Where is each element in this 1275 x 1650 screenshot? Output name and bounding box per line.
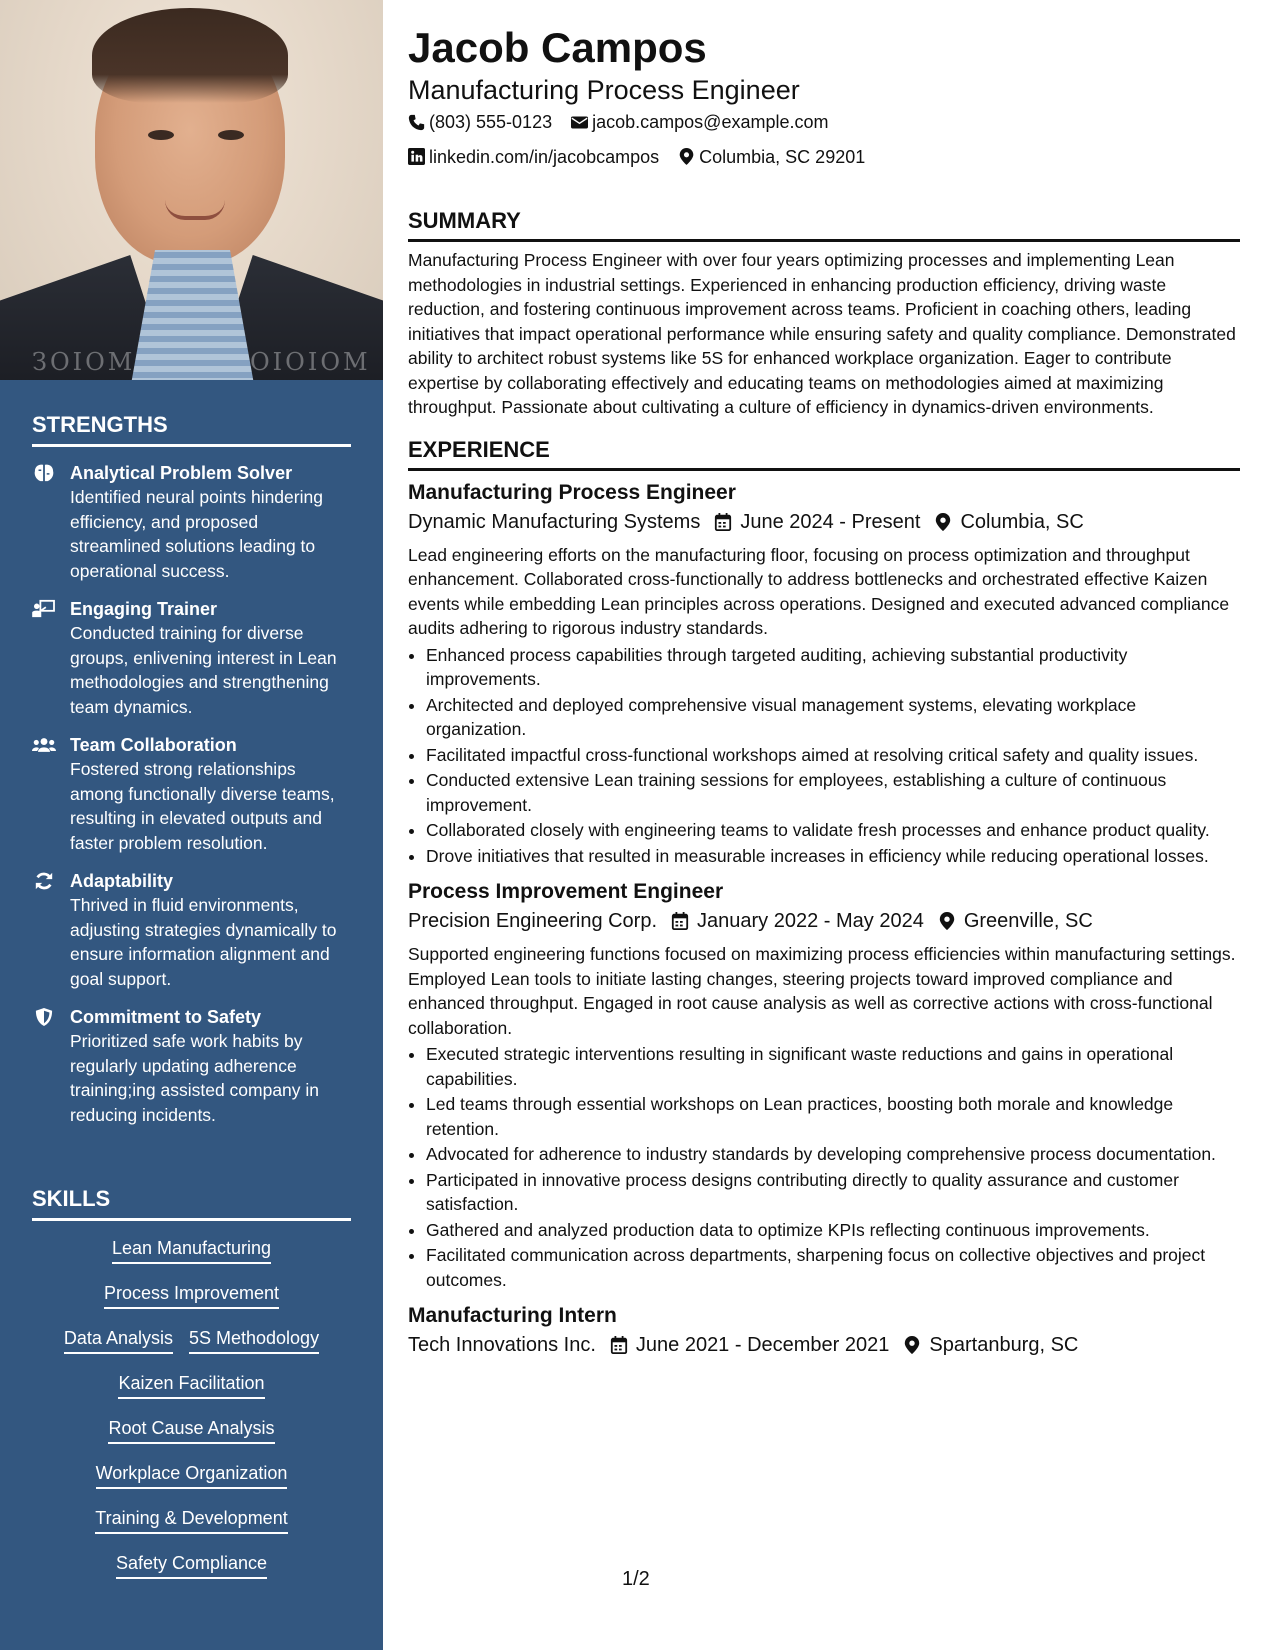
main-content xyxy=(408,22,1240,1360)
strengths-section xyxy=(32,412,351,1127)
job-bullet: • Facilitated impactful cross-functional workshops aimed at resolving critical safety and quality issues. xyxy=(426,743,1240,768)
job-company: Precision Engineering Corp. xyxy=(408,910,658,932)
email-text: jacob.campos@example.com xyxy=(592,112,829,132)
strength-title: Engaging Trainer xyxy=(70,599,218,619)
map-pin-icon xyxy=(678,148,695,165)
photo-shirt xyxy=(130,250,255,380)
map-pin-icon xyxy=(934,513,952,531)
shield-icon xyxy=(32,1006,56,1028)
strength-item xyxy=(32,869,351,991)
map-pin-icon xyxy=(938,912,956,930)
candidate-role: Manufacturing Process Engineer xyxy=(408,75,800,105)
users-icon xyxy=(32,734,56,756)
strength-item xyxy=(32,733,351,855)
job-entry xyxy=(408,479,1240,869)
job-bullet: • Led teams through essential workshops on Lean practices, boosting both morale and knowledge retention. xyxy=(426,1092,1240,1141)
experience-section xyxy=(408,436,1240,1361)
job-dates xyxy=(714,507,920,537)
strengths-title: STRENGTHS xyxy=(32,412,351,447)
job-dates xyxy=(671,906,924,936)
refresh-icon xyxy=(32,870,56,892)
strength-desc: Prioritized safe work habits by regularly updating adherence training;ing assisted company in reducing incidents. xyxy=(70,1031,320,1125)
job-bullet: • Architected and deployed comprehensive visual management systems, elevating workplace organization. xyxy=(426,693,1240,742)
skill-tag: Process Improvement xyxy=(104,1280,279,1309)
candidate-name: Jacob Campos xyxy=(408,24,707,71)
photo-hair xyxy=(92,8,288,103)
linkedin-icon xyxy=(408,148,425,165)
photo-watermark-left: ЗОІОМ xyxy=(32,348,136,376)
profile-photo xyxy=(0,0,383,380)
phone-contact[interactable] xyxy=(408,106,552,138)
job-title: Manufacturing Process Engineer xyxy=(408,480,736,504)
strength-item xyxy=(32,1005,351,1127)
summary-title: SUMMARY xyxy=(408,207,1240,242)
job-entry xyxy=(408,1302,1240,1360)
job-title: Manufacturing Intern xyxy=(408,1304,617,1327)
calendar-icon xyxy=(610,1336,628,1354)
strength-title: Commitment to Safety xyxy=(70,1007,262,1027)
experience-title: EXPERIENCE xyxy=(408,436,1240,471)
job-meta xyxy=(408,906,1240,936)
skill-tag: Workplace Organization xyxy=(96,1460,288,1489)
skill-tag: Safety Compliance xyxy=(116,1550,267,1579)
map-pin-icon xyxy=(903,1336,921,1354)
job-location xyxy=(938,906,1093,936)
job-bullet: • Advocated for adherence to industry standards by developing comprehensive process documentation. xyxy=(426,1142,1240,1167)
job-bullet: • Collaborated closely with engineering teams to validate fresh processes and enhance product quality. xyxy=(426,818,1240,843)
brain-icon xyxy=(32,462,56,484)
job-description: Lead engineering efforts on the manufacturing floor, focusing on process optimization and throughput enhancement. Collaborated cross-functionally to address bottlenecks and orchestrated effective Kaizen events while embedding Lean principles across operations. Designed and executed advanced compliance audits adhering to rigorous industry standards. xyxy=(408,544,1230,638)
linkedin-text: linkedin.com/in/jacobcampos xyxy=(429,146,660,167)
location-text: Columbia, SC 29201 xyxy=(699,146,866,167)
photo-eye-right xyxy=(218,130,244,140)
job-entry xyxy=(408,878,1240,1292)
photo-watermark-right: ОІОІОМ xyxy=(250,348,371,376)
contact-info xyxy=(408,106,1240,175)
job-meta xyxy=(408,507,1240,537)
job-bullets xyxy=(408,1042,1240,1292)
job-meta xyxy=(408,1330,1240,1360)
strength-desc: Identified neural points hindering efficiency, and proposed streamlined solutions leading to operational success. xyxy=(70,487,323,581)
job-bullet: • Participated in innovative process designs contributing directly to quality assurance and customer satisfaction. xyxy=(426,1168,1240,1217)
skills-section xyxy=(32,1186,351,1595)
job-bullet: • Facilitated communication across departments, sharpening focus on collective objectives and project outcomes. xyxy=(426,1243,1240,1292)
job-bullet: • Drove initiatives that resulted in measurable increases in efficiency while reducing operational losses. xyxy=(426,844,1240,869)
job-bullet: • Gathered and analyzed production data to optimize KPIs reflecting continuous improvements. xyxy=(426,1218,1240,1243)
linkedin-contact[interactable] xyxy=(408,141,659,173)
job-bullet: • Executed strategic interventions resulting in significant waste reductions and gains in operational capabilities. xyxy=(426,1042,1240,1091)
skill-tag: Kaizen Facilitation xyxy=(118,1370,264,1399)
job-bullet: • Enhanced process capabilities through targeted auditing, achieving substantial productivity improvements. xyxy=(426,643,1240,692)
job-title: Process Improvement Engineer xyxy=(408,880,724,903)
skill-tag: Root Cause Analysis xyxy=(108,1415,274,1444)
job-location-text: Spartanburg, SC xyxy=(929,1334,1079,1356)
job-description: Supported engineering functions focused on maximizing process efficiencies within manufacturing settings. Employed Lean tools to initiate lasting changes, steering projects toward improved compliance and enhanced throughput. Engaged in root cause analysis as well as corrective actions with cross-functional collaboration. xyxy=(408,944,1236,1038)
strength-title: Adaptability xyxy=(70,871,174,891)
strength-item xyxy=(32,461,351,583)
job-dates-text: June 2024 - Present xyxy=(740,510,921,533)
phone-icon xyxy=(408,114,425,131)
calendar-icon xyxy=(714,513,732,531)
skills-title: SKILLS xyxy=(32,1186,351,1221)
summary-text: Manufacturing Process Engineer with over four years optimizing processes and implementing Lean methodologies in industrial settings. Experienced in enhancing production efficiency, driving waste reduction, and fostering continuous improvement across teams. Proficient in coaching others, leading initiatives that impact operational performance while ensuring safety and quality compliance. Demonstrated ability to architect robust systems like 5S for enhanced workplace organization. Eager to contribute expertise by collaborating effectively and educating teams on methodologies aimed at maximizing throughput. Passionate about cultivating a culture of efficiency in dynamics-driven environments. xyxy=(408,250,1236,417)
skill-tag: 5S Methodology xyxy=(189,1325,319,1354)
job-bullet: • Conducted extensive Lean training sessions for employees, establishing a culture of continuous improvement. xyxy=(426,768,1240,817)
phone-text: (803) 555-0123 xyxy=(429,112,553,132)
strength-item xyxy=(32,597,351,719)
job-bullets xyxy=(408,643,1240,869)
email-icon xyxy=(571,114,588,131)
skill-tag: Training & Development xyxy=(95,1505,287,1534)
location-contact xyxy=(678,141,865,173)
strength-title: Team Collaboration xyxy=(70,735,237,755)
job-company: Dynamic Manufacturing Systems xyxy=(408,510,701,533)
calendar-icon xyxy=(671,912,689,930)
skill-tag: Lean Manufacturing xyxy=(112,1235,271,1264)
summary-section xyxy=(408,207,1240,420)
job-company: Tech Innovations Inc. xyxy=(408,1334,596,1356)
email-contact[interactable] xyxy=(571,106,828,138)
sidebar xyxy=(0,0,383,1650)
job-location xyxy=(934,507,1083,537)
job-location-text: Columbia, SC xyxy=(960,510,1084,533)
job-location-text: Greenville, SC xyxy=(963,910,1093,932)
strength-desc: Thrived in fluid environments, adjusting strategies dynamically to ensure information alignment and goal support. xyxy=(70,895,337,989)
job-location xyxy=(903,1330,1078,1360)
page-number: 1/2 xyxy=(622,1568,650,1590)
job-dates-text: January 2022 - May 2024 xyxy=(697,910,924,932)
strength-desc: Conducted training for diverse groups, enlivening interest in Lean methodologies and strengthening team dynamics. xyxy=(70,623,337,717)
strength-desc: Fostered strong relationships among functionally diverse teams, resulting in elevated outputs and faster problem resolution. xyxy=(70,759,335,853)
strength-title: Analytical Problem Solver xyxy=(70,463,293,483)
job-dates xyxy=(610,1330,890,1360)
trainer-icon xyxy=(32,598,56,620)
job-dates-text: June 2021 - December 2021 xyxy=(635,1334,890,1356)
skill-tag: Data Analysis xyxy=(64,1325,173,1354)
photo-eye-left xyxy=(148,130,174,140)
skills-list xyxy=(32,1235,351,1579)
